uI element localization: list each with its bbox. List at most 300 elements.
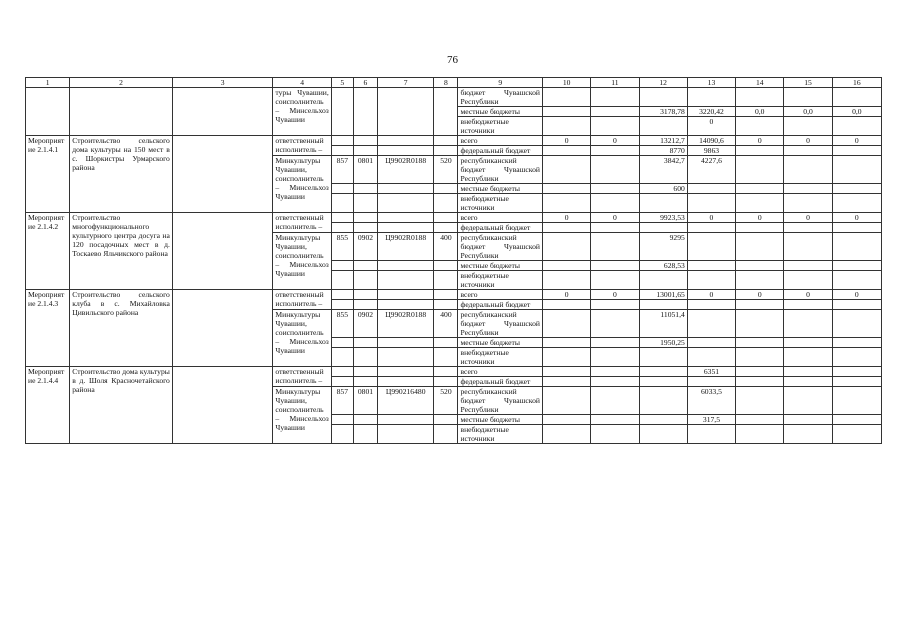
value-cell (639, 367, 687, 377)
column-header: 14 (736, 78, 784, 88)
value-cell (736, 338, 784, 348)
value-cell (591, 310, 639, 338)
column-header: 15 (784, 78, 832, 88)
funding-source-cell: республиканский бюджет Чувашской Республики (458, 387, 542, 415)
value-cell (784, 146, 832, 156)
funding-source-cell: местные бюджеты (458, 415, 542, 425)
value-cell (784, 425, 832, 444)
value-cell (591, 415, 639, 425)
value-cell: 0 (542, 213, 590, 223)
responsible-top-cell: ответственный исполнитель – (273, 290, 331, 310)
value-cell (736, 223, 784, 233)
value-cell (542, 184, 590, 194)
code-cell (434, 377, 458, 387)
value-cell: 0 (687, 290, 735, 300)
table-row (26, 290, 882, 300)
value-cell (639, 194, 687, 213)
page-number: 76 (447, 54, 458, 66)
value-cell (591, 156, 639, 184)
responsible-bottom-cell: Минкультуры Чувашии, соисполнитель – Минсельхоз Чувашии (273, 233, 331, 290)
value-cell: 0 (591, 136, 639, 146)
value-cell (832, 194, 881, 213)
value-cell (832, 146, 881, 156)
code-cell (378, 88, 434, 136)
value-cell (736, 184, 784, 194)
value-cell (784, 223, 832, 233)
value-cell (832, 300, 881, 310)
code-cell (353, 194, 377, 213)
code-cell (353, 88, 377, 136)
empty-cell (172, 136, 273, 213)
value-cell (832, 223, 881, 233)
value-cell (736, 367, 784, 377)
value-cell (639, 377, 687, 387)
value-cell (687, 310, 735, 338)
code-cell (353, 348, 377, 367)
value-cell (832, 338, 881, 348)
value-cell (687, 348, 735, 367)
value-cell (736, 88, 784, 107)
value-cell: 6351 (687, 367, 735, 377)
code-cell (378, 223, 434, 233)
value-cell (784, 194, 832, 213)
code-cell (353, 213, 377, 223)
code-cell (434, 415, 458, 425)
code-cell (353, 338, 377, 348)
column-header: 3 (172, 78, 273, 88)
code-cell (353, 184, 377, 194)
value-cell (736, 377, 784, 387)
table-row (26, 367, 882, 377)
value-cell (832, 387, 881, 415)
value-cell: 9863 (687, 146, 735, 156)
value-cell (687, 194, 735, 213)
code-cell (378, 136, 434, 146)
value-cell: 0,0 (784, 107, 832, 117)
value-cell: 3220,42 (687, 107, 735, 117)
value-cell: 0 (784, 290, 832, 300)
column-header: 6 (353, 78, 377, 88)
value-cell (832, 156, 881, 184)
value-cell: 0 (542, 136, 590, 146)
funding-source-cell: федеральный бюджет (458, 223, 542, 233)
value-cell (736, 117, 784, 136)
value-cell: 0 (542, 290, 590, 300)
code-cell (331, 261, 353, 271)
value-cell (542, 425, 590, 444)
value-cell (832, 261, 881, 271)
responsible-top-cell: ответственный исполнитель – (273, 367, 331, 387)
value-cell (591, 367, 639, 377)
code-cell (434, 348, 458, 367)
value-cell: 14090,6 (687, 136, 735, 146)
value-cell (832, 233, 881, 261)
value-cell (736, 425, 784, 444)
code-cell (378, 367, 434, 377)
value-cell (736, 261, 784, 271)
code-cell (434, 367, 458, 377)
value-cell (591, 300, 639, 310)
code-cell (434, 223, 458, 233)
value-cell: 13212,7 (639, 136, 687, 146)
value-cell (542, 194, 590, 213)
value-cell (832, 271, 881, 290)
value-cell (784, 156, 832, 184)
funding-source-cell: внебюджетные источники (458, 194, 542, 213)
funding-source-cell: республиканский бюджет Чувашской Республики (458, 233, 542, 261)
value-cell (542, 88, 590, 107)
value-cell (542, 223, 590, 233)
value-cell (736, 387, 784, 415)
code-cell (331, 184, 353, 194)
value-cell (639, 88, 687, 107)
funding-source-cell: всего (458, 136, 542, 146)
code-cell (434, 184, 458, 194)
value-cell (736, 348, 784, 367)
funding-source-cell: федеральный бюджет (458, 300, 542, 310)
table-header-row (26, 78, 882, 88)
value-cell (736, 156, 784, 184)
value-cell (784, 184, 832, 194)
code-cell: Ц9902R0188 (378, 310, 434, 338)
code-cell (331, 88, 353, 136)
value-cell (736, 271, 784, 290)
value-cell (639, 117, 687, 136)
code-cell (331, 415, 353, 425)
code-cell (378, 415, 434, 425)
value-cell (542, 271, 590, 290)
responsible-top-cell: ответственный исполнитель – (273, 136, 331, 156)
code-cell (378, 425, 434, 444)
table-row (26, 136, 882, 146)
code-cell (331, 194, 353, 213)
column-header: 2 (70, 78, 173, 88)
value-cell: 0 (784, 213, 832, 223)
value-cell (832, 415, 881, 425)
column-header: 10 (542, 78, 590, 88)
code-cell (434, 213, 458, 223)
funding-source-cell: республиканский бюджет Чувашской Республики (458, 156, 542, 184)
value-cell (784, 300, 832, 310)
value-cell (591, 107, 639, 117)
value-cell: 4227,6 (687, 156, 735, 184)
value-cell (639, 425, 687, 444)
responsible-bottom-cell: Минкультуры Чувашии, соисполнитель – Минсельхоз Чувашии (273, 156, 331, 213)
code-cell (331, 271, 353, 290)
code-cell (353, 367, 377, 377)
code-cell: 0902 (353, 310, 377, 338)
code-cell (378, 377, 434, 387)
value-cell (736, 415, 784, 425)
funding-source-cell: всего (458, 367, 542, 377)
code-cell: 0801 (353, 387, 377, 415)
value-cell (542, 415, 590, 425)
code-cell (331, 348, 353, 367)
code-cell (434, 290, 458, 300)
value-cell (832, 348, 881, 367)
code-cell: 520 (434, 156, 458, 184)
code-cell (353, 223, 377, 233)
measure-id-cell: Мероприятие 2.1.4.1 (26, 136, 70, 213)
code-cell (378, 290, 434, 300)
code-cell (434, 194, 458, 213)
column-header: 11 (591, 78, 639, 88)
empty-cell (172, 88, 273, 136)
value-cell (687, 88, 735, 107)
code-cell (434, 271, 458, 290)
code-cell (353, 271, 377, 290)
measure-id-cell: Мероприятие 2.1.4.4 (26, 367, 70, 444)
code-cell (378, 146, 434, 156)
value-cell (687, 377, 735, 387)
value-cell: 0,0 (832, 107, 881, 117)
value-cell: 9295 (639, 233, 687, 261)
value-cell: 3842,7 (639, 156, 687, 184)
code-cell: 855 (331, 233, 353, 261)
value-cell (687, 271, 735, 290)
responsible-cell: туры Чувашии, соисполнитель – Минсельхоз Чувашии (273, 88, 331, 136)
value-cell (832, 117, 881, 136)
value-cell (784, 310, 832, 338)
value-cell: 0 (591, 213, 639, 223)
value-cell (591, 88, 639, 107)
responsible-top-cell: ответственный исполнитель – (273, 213, 331, 233)
code-cell (378, 213, 434, 223)
value-cell: 0 (736, 136, 784, 146)
value-cell (591, 233, 639, 261)
value-cell (687, 261, 735, 271)
value-cell (784, 88, 832, 107)
code-cell (331, 338, 353, 348)
empty-cell (172, 367, 273, 444)
code-cell (331, 136, 353, 146)
value-cell (591, 117, 639, 136)
value-cell (784, 367, 832, 377)
code-cell (331, 425, 353, 444)
value-cell: 13001,65 (639, 290, 687, 300)
value-cell (736, 300, 784, 310)
value-cell (542, 310, 590, 338)
value-cell (784, 233, 832, 261)
value-cell: 0 (832, 136, 881, 146)
column-header: 9 (458, 78, 542, 88)
funding-source-cell: местные бюджеты (458, 338, 542, 348)
funding-source-cell: всего (458, 213, 542, 223)
code-cell (353, 300, 377, 310)
value-cell (591, 348, 639, 367)
value-cell (542, 107, 590, 117)
empty-cell (172, 213, 273, 290)
code-cell (353, 415, 377, 425)
value-cell (784, 271, 832, 290)
funding-source-cell: федеральный бюджет (458, 377, 542, 387)
measure-id-cell: Мероприятие 2.1.4.2 (26, 213, 70, 290)
column-header: 5 (331, 78, 353, 88)
value-cell (542, 146, 590, 156)
code-cell (378, 184, 434, 194)
code-cell: 857 (331, 387, 353, 415)
value-cell (832, 310, 881, 338)
funding-source-cell: федеральный бюджет (458, 146, 542, 156)
code-cell (331, 213, 353, 223)
column-header: 7 (378, 78, 434, 88)
code-cell (378, 338, 434, 348)
code-cell (378, 194, 434, 213)
value-cell (639, 387, 687, 415)
code-cell (353, 261, 377, 271)
code-cell (378, 271, 434, 290)
value-cell (639, 348, 687, 367)
value-cell (542, 156, 590, 184)
measure-name-cell (70, 88, 173, 136)
measure-name-cell: Строительство сельского клуба в с. Михайловка Цивильского района (70, 290, 173, 367)
program-table (25, 77, 882, 444)
value-cell (591, 377, 639, 387)
code-cell (434, 300, 458, 310)
value-cell (687, 233, 735, 261)
funding-source-cell: бюджет Чувашской Республики (458, 88, 542, 107)
value-cell (832, 425, 881, 444)
code-cell: Ц9902R0188 (378, 156, 434, 184)
value-cell: 6033,5 (687, 387, 735, 415)
value-cell (784, 377, 832, 387)
value-cell (687, 300, 735, 310)
code-cell (353, 377, 377, 387)
code-cell (331, 377, 353, 387)
value-cell (687, 223, 735, 233)
value-cell (639, 415, 687, 425)
measure-name-cell: Строительство многофункционального культурного центра досуга на 120 посадочных мест в д. Тоскаево Яльчикского района (70, 213, 173, 290)
value-cell: 0 (784, 136, 832, 146)
code-cell (331, 223, 353, 233)
value-cell: 317,5 (687, 415, 735, 425)
value-cell: 11051,4 (639, 310, 687, 338)
value-cell (784, 338, 832, 348)
value-cell (639, 271, 687, 290)
value-cell (542, 233, 590, 261)
value-cell (832, 367, 881, 377)
code-cell: 400 (434, 233, 458, 261)
value-cell (832, 377, 881, 387)
code-cell: 857 (331, 156, 353, 184)
value-cell (591, 387, 639, 415)
code-cell: 0902 (353, 233, 377, 261)
column-header: 13 (687, 78, 735, 88)
code-cell (353, 290, 377, 300)
funding-source-cell: внебюджетные источники (458, 117, 542, 136)
value-cell: 600 (639, 184, 687, 194)
code-cell (353, 146, 377, 156)
value-cell (832, 88, 881, 107)
column-header: 16 (832, 78, 881, 88)
funding-source-cell: местные бюджеты (458, 261, 542, 271)
code-cell (353, 136, 377, 146)
value-cell (736, 146, 784, 156)
measure-id-cell: Мероприятие 2.1.4.3 (26, 290, 70, 367)
value-cell (591, 261, 639, 271)
value-cell (591, 271, 639, 290)
column-header: 1 (26, 78, 70, 88)
code-cell (331, 290, 353, 300)
funding-source-cell: внебюджетные источники (458, 271, 542, 290)
value-cell (542, 367, 590, 377)
code-cell (434, 88, 458, 136)
measure-name-cell: Строительство дома культуры в д. Шоля Красночетайского района (70, 367, 173, 444)
column-header: 4 (273, 78, 331, 88)
value-cell (736, 310, 784, 338)
column-header: 8 (434, 78, 458, 88)
code-cell: Ц9902R0188 (378, 233, 434, 261)
code-cell: 520 (434, 387, 458, 415)
code-cell (353, 425, 377, 444)
value-cell: 0,0 (736, 107, 784, 117)
value-cell (542, 348, 590, 367)
value-cell (591, 146, 639, 156)
code-cell (434, 261, 458, 271)
value-cell (639, 300, 687, 310)
value-cell (542, 387, 590, 415)
value-cell (542, 338, 590, 348)
funding-source-cell: республиканский бюджет Чувашской Республики (458, 310, 542, 338)
value-cell (591, 184, 639, 194)
code-cell (331, 367, 353, 377)
table-row (26, 88, 882, 107)
code-cell (378, 348, 434, 367)
responsible-bottom-cell: Минкультуры Чувашии, соисполнитель – Минсельхоз Чувашии (273, 387, 331, 444)
value-cell: 0 (687, 213, 735, 223)
value-cell (591, 425, 639, 444)
code-cell (378, 261, 434, 271)
value-cell: 0 (591, 290, 639, 300)
value-cell (687, 425, 735, 444)
code-cell: 855 (331, 310, 353, 338)
value-cell (591, 338, 639, 348)
value-cell (784, 415, 832, 425)
value-cell: 0 (736, 213, 784, 223)
funding-source-cell: внебюджетные источники (458, 425, 542, 444)
measure-id-cell (26, 88, 70, 136)
funding-source-cell: местные бюджеты (458, 107, 542, 117)
value-cell: 0 (736, 290, 784, 300)
code-cell: 0801 (353, 156, 377, 184)
value-cell: 1950,25 (639, 338, 687, 348)
code-cell: 400 (434, 310, 458, 338)
value-cell (591, 194, 639, 213)
value-cell (542, 377, 590, 387)
value-cell: 8770 (639, 146, 687, 156)
column-header: 12 (639, 78, 687, 88)
value-cell: 0 (687, 117, 735, 136)
value-cell (542, 300, 590, 310)
value-cell: 9923,53 (639, 213, 687, 223)
value-cell (591, 223, 639, 233)
value-cell (687, 184, 735, 194)
funding-source-cell: внебюджетные источники (458, 348, 542, 367)
funding-source-cell: местные бюджеты (458, 184, 542, 194)
code-cell (331, 146, 353, 156)
code-cell (378, 300, 434, 310)
value-cell (784, 261, 832, 271)
value-cell (832, 184, 881, 194)
value-cell (736, 233, 784, 261)
value-cell (639, 223, 687, 233)
value-cell: 628,53 (639, 261, 687, 271)
value-cell (736, 194, 784, 213)
funding-source-cell: всего (458, 290, 542, 300)
responsible-bottom-cell: Минкультуры Чувашии, соисполнитель – Минсельхоз Чувашии (273, 310, 331, 367)
value-cell: 0 (832, 213, 881, 223)
code-cell (434, 136, 458, 146)
